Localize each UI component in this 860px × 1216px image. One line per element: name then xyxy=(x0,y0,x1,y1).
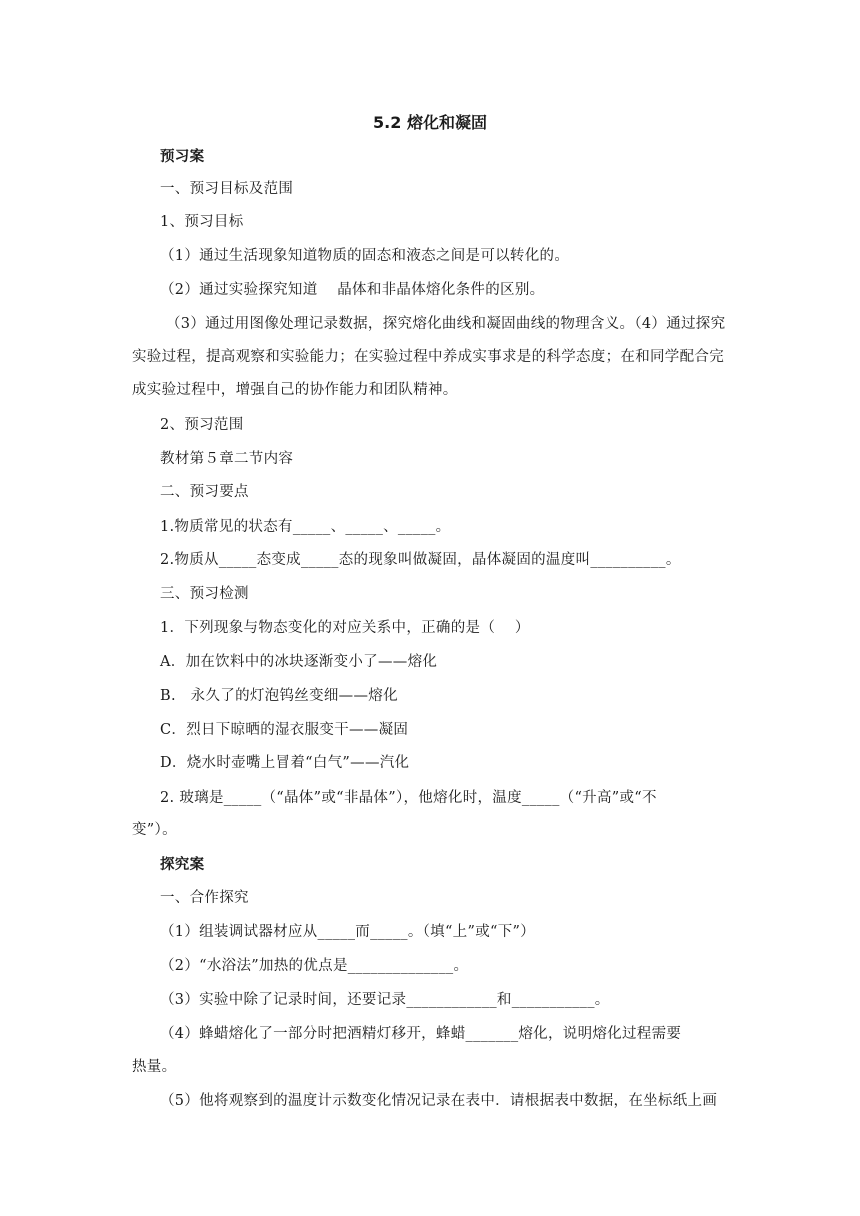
preview-section-3: 三、预习检测 xyxy=(160,586,249,602)
question-1-option-c: C．烈日下晾晒的湿衣服变干——凝固 xyxy=(160,722,409,738)
explore-item-2: （2）“水浴法”加热的优点是______________。 xyxy=(160,958,469,974)
question-1-option-b: B. 永久了的灯泡钨丝变细——熔化 xyxy=(160,688,398,704)
explore-item-4-line-2: 热量。 xyxy=(132,1059,177,1075)
page-title: 5.2 熔化和凝固 xyxy=(373,113,487,132)
scope-text: 教材第５章二节内容 xyxy=(160,451,294,467)
goal-item-3-line-2: 实验过程，提高观察和实验能力；在实验过程中养成实事求是的科学态度；在和同学配合完 xyxy=(132,349,724,365)
explore-heading: 探究案 xyxy=(160,857,205,873)
point-1: 1.物质常见的状态有_____、_____、_____。 xyxy=(160,519,451,535)
explore-section-1: 一、合作探究 xyxy=(160,890,249,906)
question-1: 1．下列现象与物态变化的对应关系中，正确的是（ ） xyxy=(160,620,530,636)
explore-item-4-line-1: （4）蜂蜡熔化了一部分时把酒精灯移开，蜂蜡_______熔化，说明熔化过程需要 xyxy=(160,1026,682,1042)
goal-item-1: （1）通过生活现象知道物质的固态和液态之间是可以转化的。 xyxy=(160,248,570,264)
question-1-option-d: D．烧水时壶嘴上冒着“白气”——汽化 xyxy=(160,755,410,771)
goal-item-3-line-1: （3）通过用图像处理记录数据，探究熔化曲线和凝固曲线的物理含义。（4）通过探究 xyxy=(166,316,726,332)
question-2-line-2: 变”）。 xyxy=(132,822,177,838)
question-1-option-a: A．加在饮料中的冰块逐渐变小了——熔化 xyxy=(160,654,438,670)
preview-sub-scope: 2、预习范围 xyxy=(160,417,244,433)
preview-section-1: 一、预习目标及范围 xyxy=(160,181,294,197)
explore-item-3: （3）实验中除了记录时间，还要记录____________和___________。 xyxy=(160,992,610,1008)
explore-item-5: （5）他将观察到的温度计示数变化情况记录在表中．请根据表中数据，在坐标纸上画 xyxy=(160,1093,718,1109)
point-2: 2.物质从_____态变成_____态的现象叫做凝固，晶体凝固的温度叫__________。 xyxy=(160,552,681,568)
goal-item-2: （2）通过实验探究知道 晶体和非晶体熔化条件的区别。 xyxy=(160,282,545,298)
preview-section-2: 二、预习要点 xyxy=(160,484,249,500)
goal-item-3-line-3: 成实验过程中，增强自己的协作能力和团队精神。 xyxy=(132,382,458,398)
preview-sub-goals: 1、预习目标 xyxy=(160,214,244,230)
preview-heading: 预习案 xyxy=(160,149,205,165)
question-2-line-1: 2. 玻璃是_____（“晶体”或“非晶体”），他熔化时，温度_____（“升高”或“不 xyxy=(160,790,657,806)
explore-item-1: （1）组装调试器材应从_____而_____。（填“上”或“下”） xyxy=(160,924,536,940)
